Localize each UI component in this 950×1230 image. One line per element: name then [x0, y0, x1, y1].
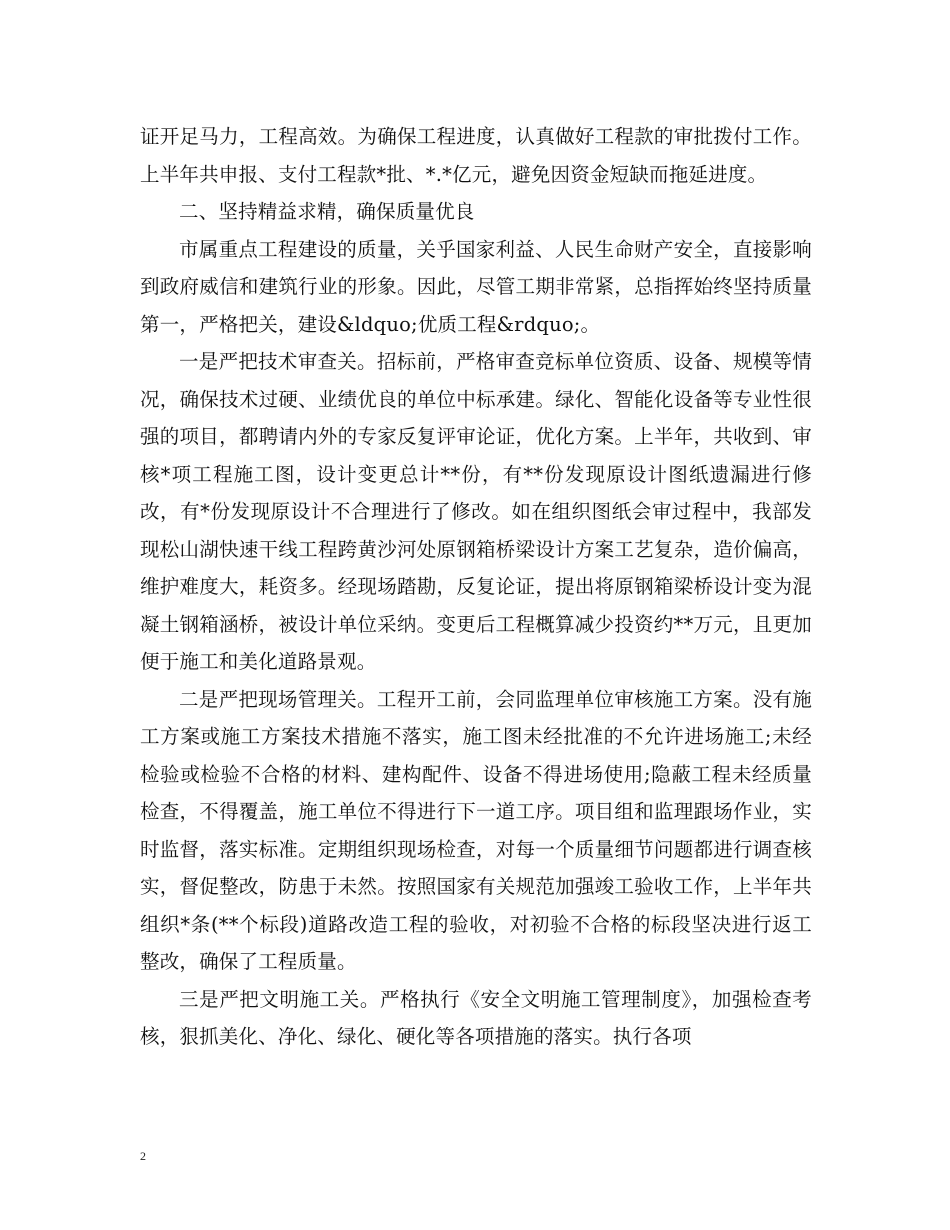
- paragraph: 一是严把技术审查关。招标前，严格审查竞标单位资质、设备、规模等情况，确保技术过硬、业绩优良的单位中标承建。绿化、智能化设备等专业性很强的项目，都聘请内外的专家反复评审论证，优化方案。上半年，共收到、审核*项工程施工图，设计变更总计**份，有**份发现原设计图纸遗漏进行修改，有*份发现原设计不合理进行了修改。如在组织图纸会审过程中，我部发现松山湖快速干线工程跨黄沙河处原钢箱桥梁设计方案工艺复杂，造价偏高，维护难度大，耗资多。经现场踏勘，反复论证，提出将原钢箱梁桥设计变为混凝土钢箱涵桥，被设计单位采纳。变更后工程概算减少投资约**万元，且更加便于施工和美化道路景观。: [140, 350, 812, 673]
- paragraph: 三是严把文明施工关。严格执行《安全文明施工管理制度》，加强检查考核，狠抓美化、净化、绿化、硬化等各项措施的落实。执行各项: [140, 987, 812, 1048]
- section-heading: 二、坚持精益求精，确保质量优良: [179, 200, 475, 223]
- paragraph: 市属重点工程建设的质量，关乎国家利益、人民生命财产安全，直接影响到政府威信和建筑行业的形象。因此，尽管工期非常紧，总指挥始终坚持质量第一，严格把关，建设&ldquo;优质工程&rdquo;。: [140, 237, 812, 336]
- paragraph-continuation: 证开足马力，工程高效。为确保工程进度，认真做好工程款的审批拨付工作。上半年共申报、支付工程款*批、*.*亿元，避免因资金短缺而拖延进度。: [140, 125, 812, 186]
- page-number: 2: [140, 1149, 146, 1163]
- document-body: [140, 118, 812, 1056]
- paragraph: 二是严把现场管理关。工程开工前，会同监理单位审核施工方案。没有施工方案或施工方案技术措施不落实，施工图未经批准的不允许进场施工;未经检验或检验不合格的材料、建构配件、设备不得进场使用;隐蔽工程未经质量检查，不得覆盖，施工单位不得进行下一道工序。项目组和监理跟场作业，实时监督，落实标准。定期组织现场检查，对每一个质量细节问题都进行调查核实，督促整改，防患于未然。按照国家有关规范加强竣工验收工作，上半年共组织*条(**个标段)道路改造工程的验收，对初验不合格的标段坚决进行返工整改，确保了工程质量。: [140, 687, 812, 973]
